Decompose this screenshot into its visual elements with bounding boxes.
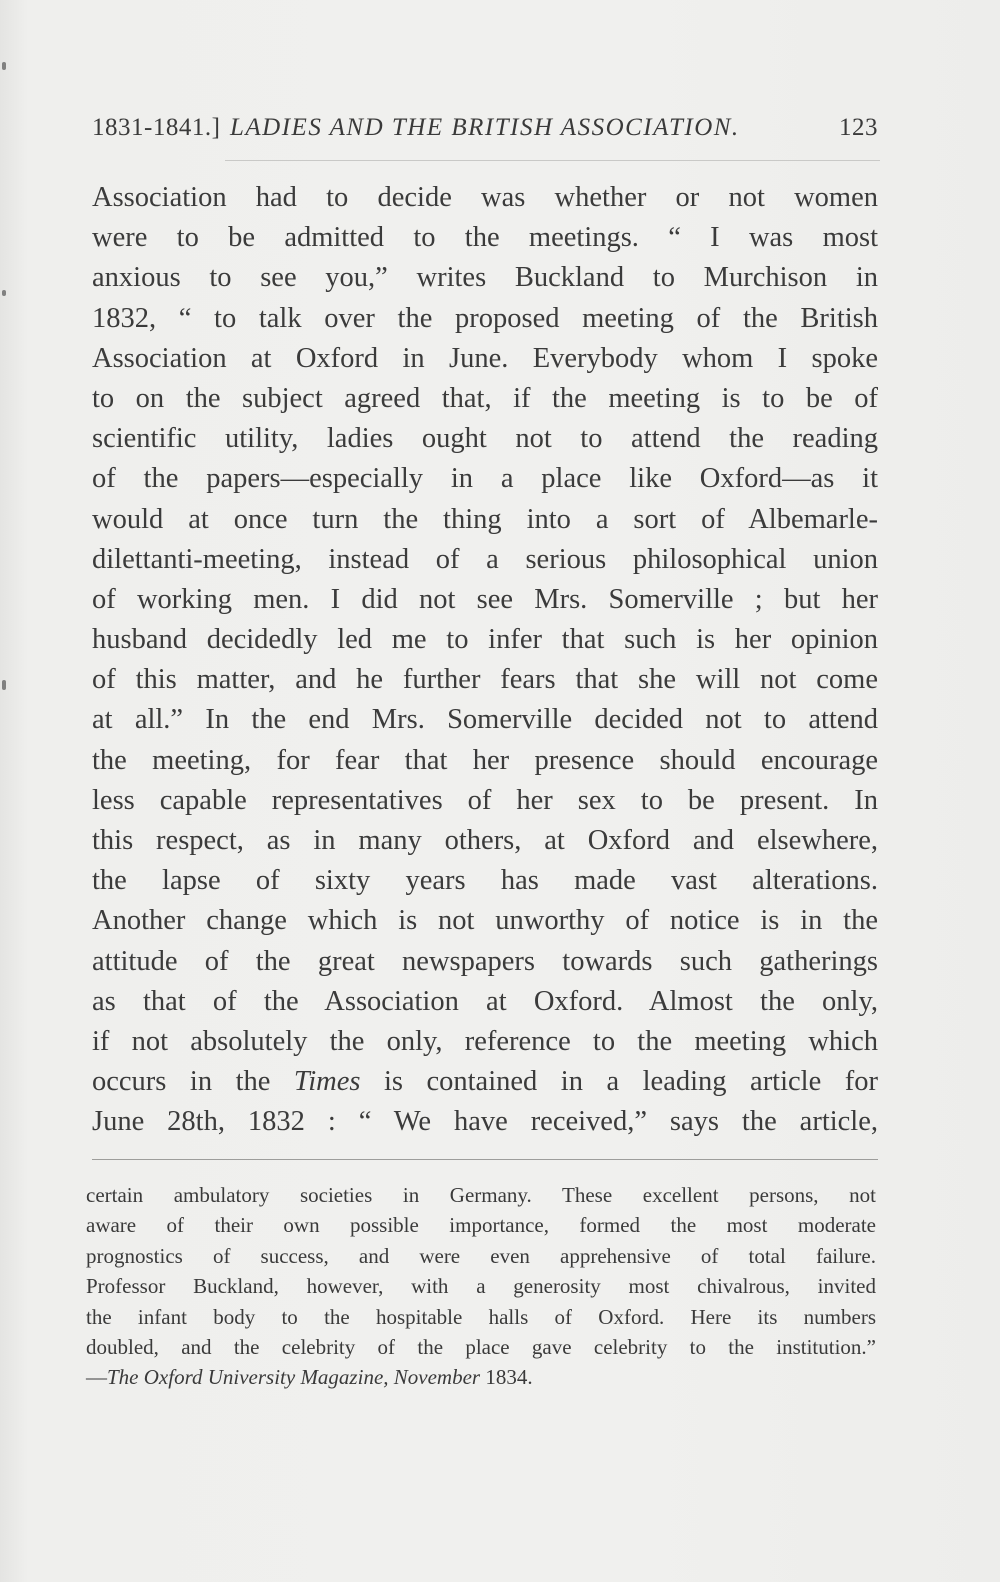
body-line: scientific utility, ladies ought not to attend the reading [92,423,878,455]
body-line: at all.” In the end Mrs. Somerville decided not to attend [92,704,878,736]
running-header [92,114,882,154]
body-line: were to be admitted to the meetings. “ I was most [92,222,878,254]
body-line: Another change which is not unworthy of notice is in the [92,905,878,937]
times-after: is contained in a leading article for [383,1066,878,1098]
body-line: would at once turn the thing into a sort of Albemarle- [92,503,878,535]
body-line: to on the subject agreed that, if the meeting is to be of [92,382,878,414]
body-line: Association had to decide was whether or not women [92,182,878,213]
edge-mark [2,62,6,70]
footnote-line: the infant body to the hospitable halls of Oxford. Here its numbers [86,1304,876,1329]
edge-mark [2,290,6,296]
header-title: LADIES AND THE BRITISH ASSOCIATION. [230,114,740,141]
footnote [86,1180,876,1393]
header-rule [225,160,880,161]
source-year: 1834. [485,1365,533,1390]
edge-mark [2,680,6,690]
footnote-line: aware of their own possible importance, formed the most moderate [86,1213,876,1238]
footnote-line: prognostics of success, and were even apprehensive of total failure. [86,1243,876,1268]
body-line: of the papers—especially in a place like Oxford—as it [92,463,878,495]
body-line: as that of the Association at Oxford. Almost the only, [92,985,878,1017]
body-line: if not absolutely the only, reference to the meeting which [92,1025,878,1057]
footnote-line: certain ambulatory societies in Germany. These excellent persons, not [86,1183,876,1207]
body-line: the meeting, for fear that her presence should encourage [92,744,878,776]
footnote-line: Professor Buckland, however, with a generosity most chivalrous, invited [86,1274,876,1299]
body-line: of working men. I did not see Mrs. Somerville ; but her [92,583,878,615]
footnote-rule [92,1159,878,1160]
body-line: the lapse of sixty years has made vast alterations. [92,865,878,897]
body-line: less capable representatives of her sex to be present. In [92,784,878,816]
newspaper-title: Times [293,1066,361,1098]
source-title: The Oxford University Magazine, November [107,1365,481,1390]
body-line: husband decidedly led me to infer that such is her opinion [92,624,878,656]
body-line: anxious to see you,” writes Buckland to Murchison in [92,262,878,294]
times-before: occurs in the [92,1066,271,1098]
body-line-last: June 28th, 1832 : “ We have received,” says the article, [92,1106,878,1138]
footnote-line: doubled, and the celebrity of the place gave celebrity to the institution.” [86,1334,876,1359]
body-line: this respect, as in many others, at Oxford and elsewhere, [92,825,878,856]
body-line: of this matter, and he further fears that she will not come [92,664,878,696]
body-line: attitude of the great newspapers towards such gatherings [92,945,878,977]
body-line: dilettanti-meeting, instead of a serious philosophical union [92,543,878,575]
footnote-source [86,1362,876,1392]
body-line: Association at Oxford in June. Everybody whom I spoke [92,342,878,374]
body-line-times [92,1062,878,1102]
body-line: 1832, “ to talk over the proposed meeting of the British [92,302,878,334]
body-text [92,178,878,1143]
header-date-range: 1831-1841.] [92,114,221,141]
page-number: 123 [839,114,878,141]
source-dash: — [86,1365,107,1390]
